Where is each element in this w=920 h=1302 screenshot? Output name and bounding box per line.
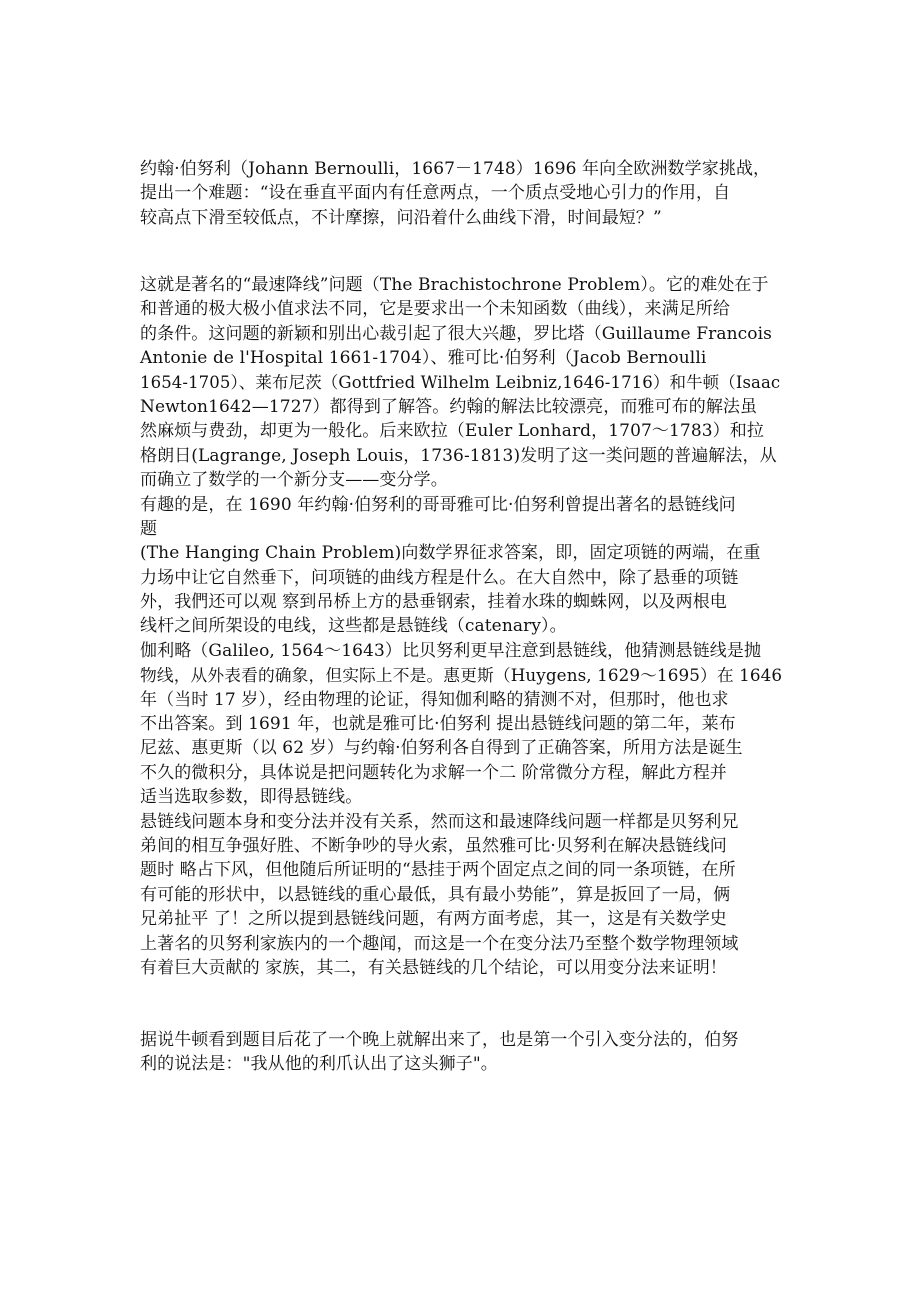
paragraph-brachistochrone-catenary bbox=[140, 273, 785, 980]
text-line: 不久的微积分，具体说是把问题转化为求解一个二 阶常微分方程，解此方程并 bbox=[140, 762, 727, 783]
text-line: 有可能的形状中，以悬链线的重心最低，具有最小势能”，算是扳回了一局，俩 bbox=[140, 884, 731, 905]
paragraph-newton-anecdote bbox=[140, 1028, 785, 1077]
paragraph-challenge bbox=[140, 157, 785, 230]
text-line: 约翰·伯努利（Johann Bernoulli，1667－1748）1696 年向全欧洲数学家挑战， bbox=[140, 159, 771, 179]
text-line: 的条件。这问题的新颖和别出心裁引起了很大兴趣，罗比塔（Guillaume Francois bbox=[140, 323, 772, 344]
text-line: 兄弟扯平 了！之所以提到悬链线问题，有两方面考虑，其一，这是有关数学史 bbox=[140, 909, 727, 930]
text-line: 据说牛顿看到题目后花了一个晚上就解出来了，也是第一个引入变分法的，伯努 bbox=[140, 1030, 739, 1050]
text-line: 物线，从外表看的确象，但实际上不是。惠更斯（Huygens, 1629～1695）在 1646 bbox=[140, 665, 783, 686]
text-line: 悬链线问题本身和变分法并没有关系，然而这和最速降线问题一样都是贝努利兄 bbox=[140, 811, 739, 832]
text-line: 有趣的是，在 1690 年约翰·伯努利的哥哥雅可比·伯努利曾提出著名的悬链线问 bbox=[140, 494, 736, 515]
text-line: 格朗日(Lagrange, Joseph Louis，1736-1813)发明了这一类问题的普遍解法，从 bbox=[140, 445, 777, 466]
text-line: 1654-1705）、莱布尼茨（Gottfried Wilhelm Leibniz,1646-1716）和牛顿（Isaac bbox=[140, 372, 781, 392]
text-line: 年（当时 17 岁），经由物理的论证，得知伽利略的猜测不对，但那时，他也求 bbox=[140, 689, 729, 710]
text-line: 然麻烦与费劲，却更为一般化。后来欧拉（Euler Lonhard，1707～1783）和拉 bbox=[140, 421, 764, 442]
text-line: 而确立了数学的一个新分支——变分学。 bbox=[140, 470, 448, 491]
text-line: 线杆之间所架设的电线，这些都是悬链线（catenary）。 bbox=[140, 616, 567, 637]
text-line: (The Hanging Chain Problem)向数学界征求答案，即，固定项链的两端，在重 bbox=[140, 543, 761, 564]
text-line: Antonie de l'Hospital 1661-1704）、雅可比·伯努利（Jacob Bernoulli bbox=[140, 348, 707, 369]
text-line: 不出答案。到 1691 年，也就是雅可比·伯努利 提出悬链线问题的第二年，莱布 bbox=[140, 714, 736, 735]
text-line: 力场中让它自然垂下，问项链的曲线方程是什么。在大自然中，除了悬垂的项链 bbox=[140, 567, 739, 588]
text-line: 有着巨大贡献的 家族，其二，有关悬链线的几个结论，可以用变分法来证明！ bbox=[140, 957, 727, 978]
text-line: 较高点下滑至较低点，不计摩擦，问沿着什么曲线下滑，时间最短？” bbox=[140, 207, 662, 228]
text-line: 这就是著名的“最速降线”问题（The Brachistochrone Problem）。它的难处在于 bbox=[140, 275, 769, 295]
text-line: 伽利略（Galileo, 1564～1643）比贝努利更早注意到悬链线，他猜测悬链线是抛 bbox=[140, 640, 762, 661]
text-line: 利的说法是："我从他的利爪认出了这头狮子"。 bbox=[140, 1054, 498, 1075]
text-line: 提出一个难题：“设在垂直平面内有任意两点，一个质点受地心引力的作用，自 bbox=[140, 183, 731, 204]
text-line: 题时 略占下风，但他随后所证明的“悬挂于两个固定点之间的同一条项链，在所 bbox=[140, 860, 736, 881]
text-line: 题 bbox=[140, 518, 158, 539]
text-line: 弟间的相互争强好胜、不断争吵的导火索，虽然雅可比·贝努利在解决悬链线问 bbox=[140, 835, 727, 856]
text-line: Newton1642—1727）都得到了解答。约翰的解法比较漂亮，而雅可布的解法虽 bbox=[140, 396, 758, 417]
text-line: 尼兹、惠更斯（以 62 岁）与约翰·伯努利各自得到了正确答案，所用方法是诞生 bbox=[140, 738, 743, 759]
text-line: 外，我們还可以观 察到吊桥上方的悬垂钢索，挂着水珠的蜘蛛网，以及两根电 bbox=[140, 592, 727, 613]
text-line: 和普通的极大极小值求法不同，它是要求出一个未知函数（曲线），来满足所给 bbox=[140, 299, 730, 320]
text-line: 适当选取参数，即得悬链线。 bbox=[140, 787, 363, 808]
text-line: 上著名的贝努利家族内的一个趣闻，而这是一个在变分法乃至整个数学物理领域 bbox=[140, 933, 739, 954]
